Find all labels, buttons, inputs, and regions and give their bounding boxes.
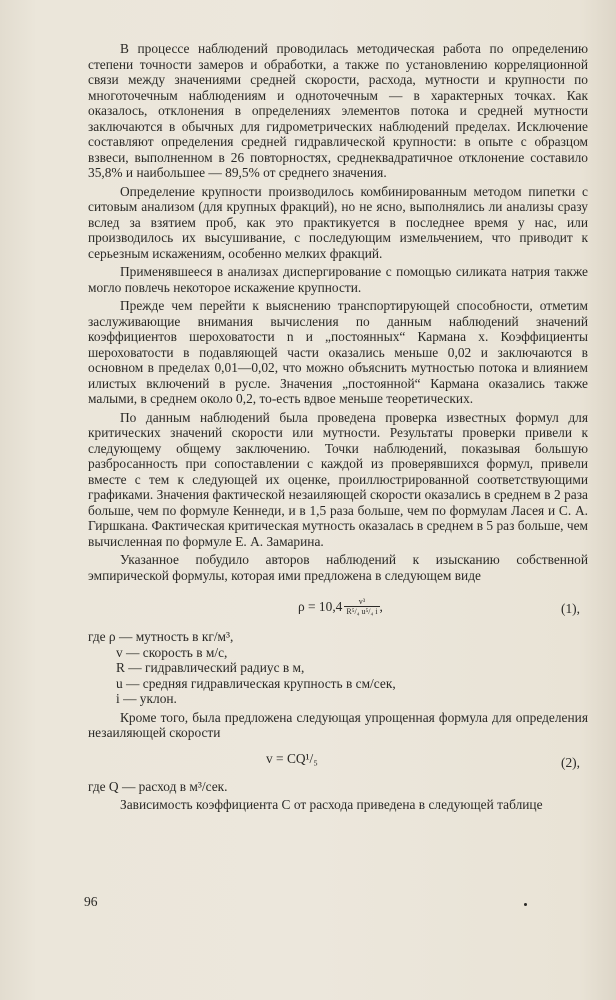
formula-1-expression [298, 597, 383, 616]
page-number: 96 [84, 894, 98, 909]
formula-1-lhs: ρ = 10,4 [298, 598, 343, 614]
paragraph-simplified-formula: Кроме того, была предложена следующая упрощенная формула для определения незаиляющей скорости [88, 709, 588, 740]
formula-1-tail: , [379, 598, 383, 614]
paragraph-dispersion: Применявшееся в анализах диспергирование с помощью силиката натрия также могло повлечь некоторое искажение крупности. [88, 264, 588, 295]
definition-v: v — скорость в м/с, [116, 644, 228, 660]
paragraph-coefficient-table: Зависимость коэффициента С от расхода приведена в следующей таблице [120, 797, 543, 812]
formula-2-expression: v = CQ¹/₅ [266, 750, 318, 766]
definition-u: u — средняя гидравлическая крупность в см/сек, [116, 675, 396, 691]
ink-speck [524, 903, 527, 906]
paragraph-own-formula: Указанное побудило авторов наблюдений к изысканию собственной эмпирической формулы, которая ими предложена в следующем виде [88, 552, 588, 583]
formula-2-number: (2), [561, 754, 580, 770]
definition-i: i — уклон. [116, 691, 177, 706]
paragraph-size-determination: Определение крупности производилось комбинированным методом пипетки с ситовым анализом (для крупных фракций), но не ясно, выполнялись ли анализы сразу вслед за взятием проб, как это практикуется в последнее время у нас, или производилось их высушивание, с последующим измельчением, что приводит к серьезным искажениям, особенно мелких фракций. [88, 183, 588, 261]
definition-q-block [88, 779, 588, 795]
definition-rho: где ρ — мутность в кг/м³, [88, 629, 234, 644]
definitions-list [88, 629, 588, 707]
formula-1-number: (1), [561, 601, 580, 616]
formula-1 [88, 589, 588, 625]
definition-q: где Q — расход в м³/сек. [88, 778, 228, 794]
paragraph-method-work: В процессе наблюдений проводилась методическая работа по определению степени точности замеров и обработки, а также по установлению корреляционной связи между значениями средней скорости, расхода, мутности и крупности по многоточечным наблюдениям и одноточечным — в характерных точках. Как оказалось, отклонения в определениях элементов потока и средней мутности заключаются в обычных для гидрометрических наблюдений пределах. Исключение составляют определения средней гидравлической крупности: в опыте с образцом взвеси, выполненном в 26 повторностях, среднеквадратичное отклонение составило 35,8% и наибольшее — 89,5% от среднего значения. [88, 41, 588, 180]
formula-2 [88, 747, 588, 775]
formula-1-denominator: R⁵/₄ u⁵/₄ i [346, 607, 378, 616]
formula-1-numerator: v³ [358, 597, 366, 606]
page-body [88, 41, 588, 816]
paragraph-roughness: Прежде чем перейти к выяснению транспортирующей способности, отметим заслуживающие внимания вычисления по данным наблюдений значений коэффициентов шероховатости n и „постоянных“ Кармана x. Коэффициенты шероховатости в подавляющей части оказались меньше 0,02 и заключаются в основном в пределах 0,01—0,02, что можно объяснить мутностью потока и влиянием илистых включений в русле. Значения „постоянной“ Кармана оказались также малыми, в среднем около 0,2, то-есть вдвое меньше теоретических. [88, 298, 588, 406]
formula-1-fraction [344, 597, 379, 616]
definition-r: R — гидравлический радиус в м, [116, 660, 305, 675]
paragraph-formula-check: По данным наблюдений была проведена проверка известных формул для критических значений скорости или мутности. Результаты проверки привели к следующему общему заключению. Точки наблюдений, показывая большую разбросанность при сопоставлении с каждой из проверявшихся формул, привели вместе с тем к следующей их оценке, проиллюстрированной соответствующими графиками. Значения фактической незаиляющей скорости оказались в среднем в 2 раза больше, чем по формуле Кеннеди, и в 1,5 раза больше, чем по формулам Ласея и С. А. Гиршкана. Фактическая критическая мутность оказалась в среднем в 5 раз больше, чем вычисленная по формуле Е. А. Замарина. [88, 409, 588, 549]
